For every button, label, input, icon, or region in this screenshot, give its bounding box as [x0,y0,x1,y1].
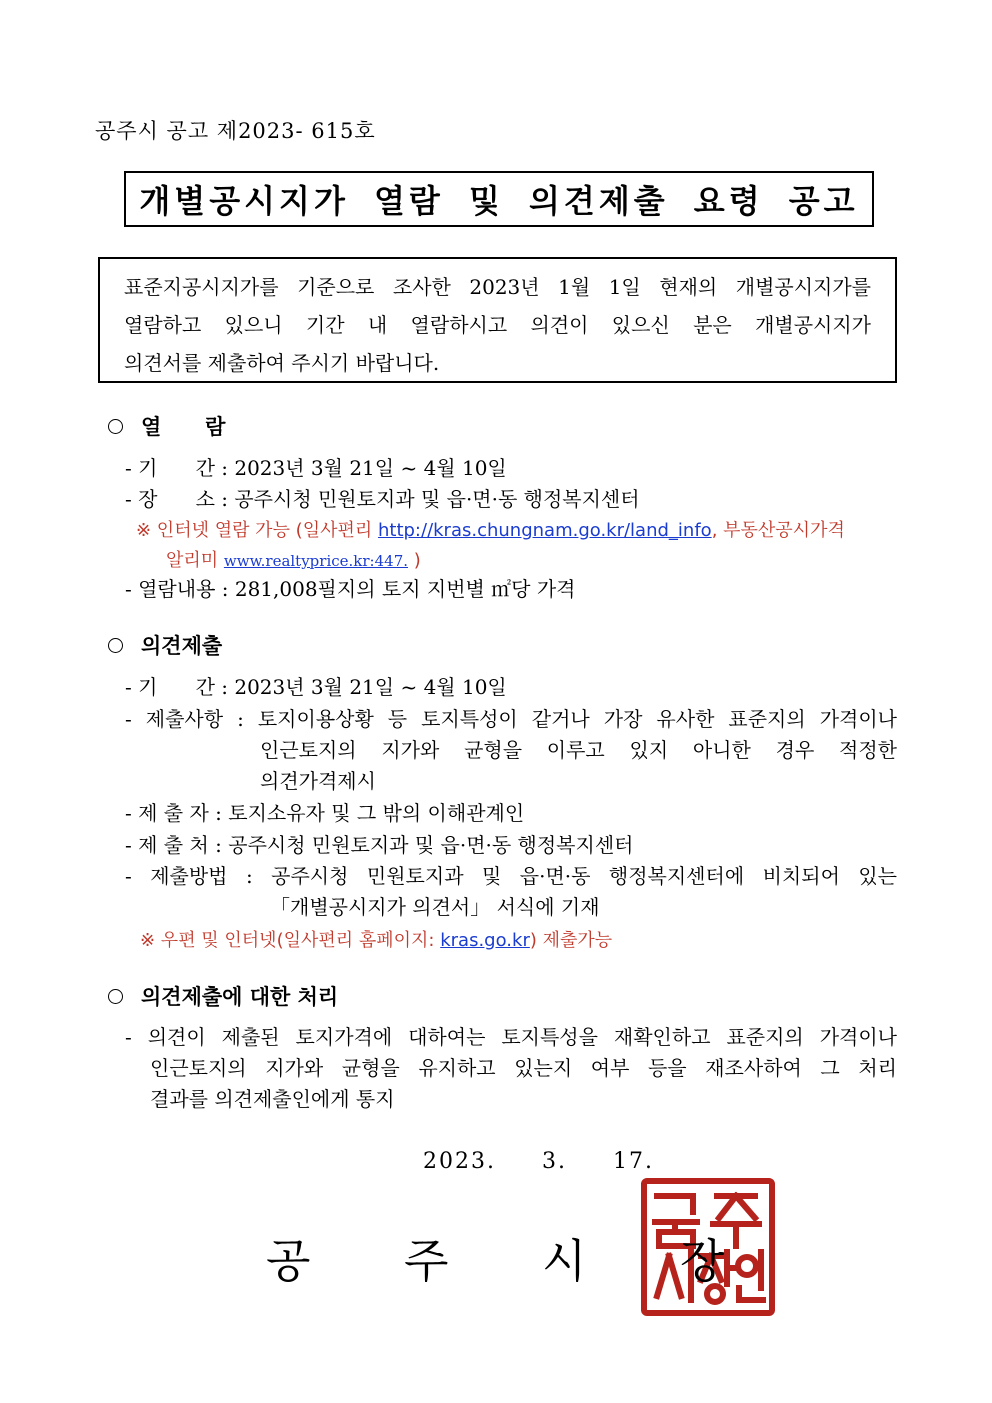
title-box [124,171,874,227]
inspection-note-line2 [166,546,421,572]
intro-line-3: 의견서를 제출하여 주시기 바랍니다. [124,351,440,375]
processing-line2 [150,1052,897,1081]
intro-line-1: 표준지공시지가를 기준으로 조사한 2023년 1월 1일 현재의 개별공시지가를 [124,275,871,299]
inspection-heading-text: 열 람 [141,414,226,439]
intro-line-2: 열람하고 있으니 기간 내 열람하시고 의견이 있으신 분은 개별공시지가 [124,313,871,337]
submission-note-suffix: ) 제출가능 [529,930,613,951]
section-submission-heading [108,630,222,660]
processing-line1-text: - 의견이 제출된 토지가격에 대하여는 토지특성을 재확인하고 표준지의 가격이나 [125,1025,897,1049]
submission-matters-line1 [125,703,897,732]
notice-date: 2023. 3. 17. [423,1149,654,1174]
processing-heading-text: 의견제출에 대한 처리 [141,984,339,1009]
inspection-note-middle: , 부동산공시가격 [711,520,845,541]
submission-note-prefix: ※ 우편 및 인터넷(일사편리 홈페이지: [140,930,441,951]
kras-link[interactable]: kras.go.kr [440,930,530,951]
intro-box [98,257,897,383]
submission-note [140,926,612,952]
processing-line2-text: 인근토지의 지가와 균형을 유지하고 있는지 여부 등을 재조사하여 그 처리 [150,1056,897,1080]
signature-char-3: 시 [542,1234,587,1288]
submission-matters-line1-text: - 제출사항 : 토지이용상황 등 토지특성이 같거나 가장 유사한 표준지의 가격이나 [125,707,897,731]
processing-line3: 결과를 의견제출인에게 통지 [150,1087,395,1111]
inspection-content: - 열람내용 : 281,008필지의 토지 지번별 ㎡당 가격 [125,577,576,601]
processing-line1 [125,1021,897,1050]
circle-bullet-icon [108,989,123,1004]
notice-number: 공주시 공고 제2023- 615호 [95,119,376,143]
signature-char-1: 공 [266,1234,311,1288]
submission-submitter: - 제 출 자 : 토지소유자 및 그 밖의 이해관계인 [125,801,525,825]
kras-land-info-link[interactable]: http://kras.chungnam.go.kr/land_info [377,520,712,541]
submission-method-line1 [125,860,897,889]
submission-heading-text: 의견제출 [141,633,223,658]
submission-submit-to: - 제 출 처 : 공주시청 민원토지과 및 읍·면·동 행정복지센터 [125,833,634,857]
inspection-note-line2-prefix: 알리미 [166,550,224,571]
realtyprice-link[interactable]: www.realtyprice.kr:447. [223,552,409,570]
page-title: 개별공시지가 열람 및 의견제출 요령 공고 [139,182,859,220]
inspection-note-line2-suffix: ) [408,550,421,571]
inspection-period: - 기 간 : 2023년 3월 21일 ~ 4월 10일 [125,456,507,480]
circle-bullet-icon [108,419,123,434]
submission-matters-line2-text: 인근토지의 지가와 균형을 이루고 있지 아니한 경우 적정한 [260,738,897,762]
section-processing-heading [108,981,338,1011]
submission-method-line1-text: - 제출방법 : 공주시청 민원토지과 및 읍·면·동 행정복지센터에 비치되어 있는 [125,864,897,888]
signature-char-2: 주 [404,1234,449,1288]
submission-matters-line3: 의견가격제시 [260,769,376,793]
signature-char-4: 장 [680,1234,725,1288]
submission-method-line2: 「개별공시지가 의견서」 서식에 기재 [270,895,600,919]
section-inspection-heading [108,411,225,441]
submission-matters-line2 [260,734,897,763]
inspection-note-prefix: ※ 인터넷 열람 가능 (일사편리 [136,520,378,541]
submission-period: - 기 간 : 2023년 3월 21일 ~ 4월 10일 [125,675,507,699]
circle-bullet-icon [108,638,123,653]
inspection-place: - 장 소 : 공주시청 민원토지과 및 읍·면·동 행정복지센터 [125,487,640,511]
inspection-note-line1 [136,516,845,542]
